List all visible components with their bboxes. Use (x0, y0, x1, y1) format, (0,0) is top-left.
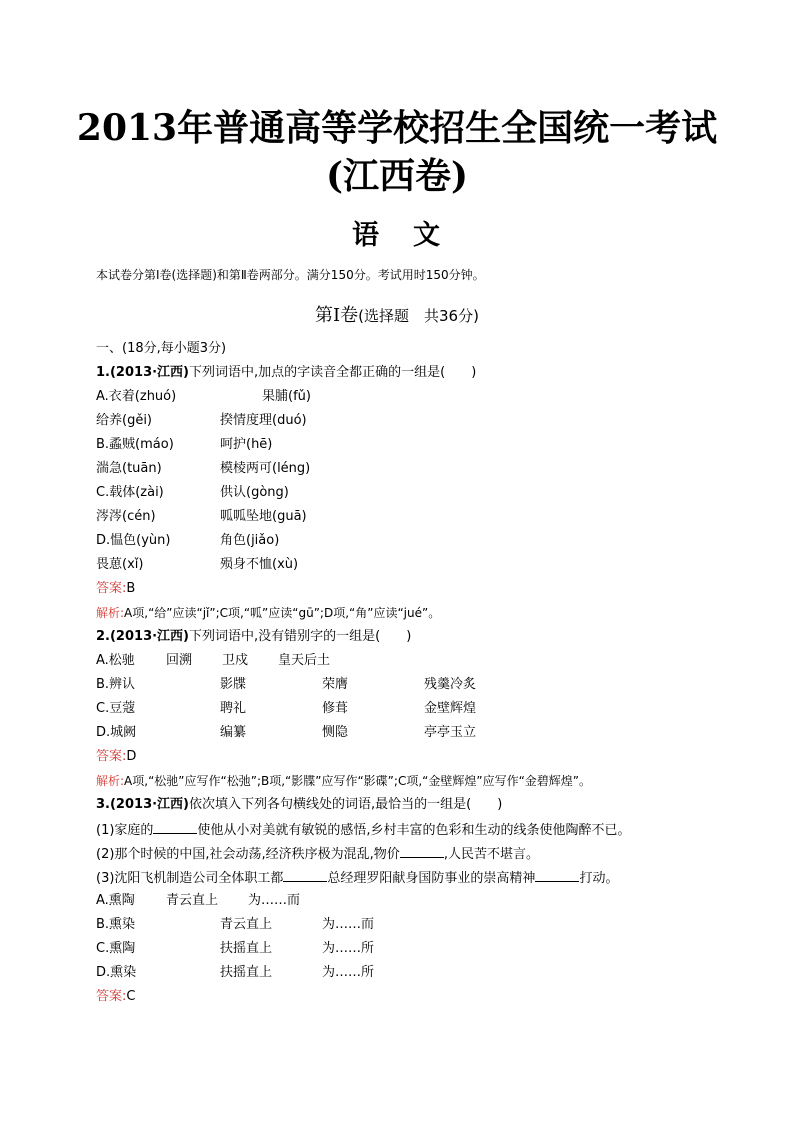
answer-label: 答案: (96, 989, 127, 1004)
q2-option-b-2: 影牒 (220, 677, 247, 692)
section-title: 第Ⅰ卷 (315, 305, 359, 326)
section-subtitle: (选择题 共36分) (358, 307, 479, 325)
q1-option-c-2: 供认(gòng) (220, 485, 289, 500)
q1-option-a-4: 揆情度理(duó) (220, 413, 307, 428)
question-source: .(2013·江西) (105, 797, 189, 812)
q1-option-d-2: 角色(jiǎo) (220, 533, 280, 548)
answer-label: 答案: (96, 581, 127, 596)
fill-blank (400, 844, 444, 858)
q2-option-c-4: 金壁辉煌 (424, 701, 477, 716)
sentence-text: (3)沈阳飞机制造公司全体职工都 (96, 871, 284, 886)
q1-option-b-1: B.蟊贼(máo) (96, 437, 174, 452)
q1-explanation (96, 604, 440, 622)
sentence-text: (1)家庭的 (96, 823, 154, 838)
fill-blank (283, 868, 327, 882)
q3-sentence-1 (96, 820, 631, 840)
q2-option-a-4: 皇天后土 (278, 653, 331, 668)
q2-explanation (96, 772, 591, 790)
answer-value: B (126, 581, 136, 596)
q1-option-b-4: 模棱两可(léng) (220, 461, 311, 476)
exam-subtitle: (江西卷) (325, 155, 469, 197)
sentence-text: ,人民苦不堪言。 (443, 847, 539, 862)
q1-option-c-4: 呱呱坠地(guā) (220, 509, 307, 524)
question-1-stem (96, 364, 476, 382)
question-text: 依次填入下列各句横线处的词语,最恰当的一组是( ) (189, 797, 503, 812)
q2-option-b-1: B.辨认 (96, 677, 136, 692)
question-3-stem (96, 796, 502, 814)
q3-option-b-2: 青云直上 (220, 917, 273, 932)
question-source: .(2013·江西) (105, 365, 189, 380)
explanation-label: 解析: (96, 774, 125, 788)
fill-blank (535, 868, 579, 882)
q2-option-d-3: 恻隐 (322, 725, 349, 740)
q3-sentence-2 (96, 844, 539, 864)
q2-option-b-3: 荣膺 (322, 677, 349, 692)
q2-option-d-1: D.城阙 (96, 725, 137, 740)
q3-option-a-2: 青云直上 (166, 893, 219, 908)
subject-heading (0, 213, 794, 252)
question-source: .(2013·江西) (105, 629, 189, 644)
section-heading (0, 301, 794, 327)
explanation-label: 解析: (96, 606, 125, 620)
question-text: 下列词语中,没有错别字的一组是( ) (189, 629, 412, 644)
q1-option-d-1: D.愠色(yùn) (96, 533, 171, 548)
q1-option-b-2: 呵护(hē) (220, 437, 273, 452)
exam-note: 本试卷分第Ⅰ卷(选择题)和第Ⅱ卷两部分。满分150分。考试用时150分钟。 (96, 268, 485, 282)
q2-option-a-3: 卫戍 (222, 653, 249, 668)
part-header: 一、(18分,每小题3分) (96, 341, 227, 356)
question-number: 3 (96, 797, 106, 812)
answer-value: D (126, 749, 137, 764)
explanation-text: A项,“给”应读“jǐ”;C项,“呱”应读“gū”;D项,“角”应读“jué”。 (124, 606, 441, 620)
q2-option-c-1: C.豆蔻 (96, 701, 136, 716)
q2-answer (96, 748, 136, 766)
q1-option-c-3: 涔涔(cén) (96, 509, 156, 524)
question-number: 2 (96, 629, 106, 644)
fill-blank (153, 820, 197, 834)
q2-option-c-3: 修葺 (322, 701, 349, 716)
question-text: 下列词语中,加点的字读音全都正确的一组是( ) (189, 365, 477, 380)
question-number: 1 (96, 365, 106, 380)
question-2-stem (96, 628, 411, 646)
sentence-text: (2)那个时候的中国,社会动荡,经济秩序极为混乱,物价 (96, 847, 400, 862)
sentence-text: 打动。 (579, 871, 619, 886)
exam-title: 2013年普通高等学校招生全国统一考试 (76, 107, 718, 149)
q3-option-b-1: B.熏染 (96, 917, 136, 932)
explanation-text: A项,“松驰”应写作“松弛”;B项,“影牒”应写作“影碟”;C项,“金壁辉煌”应写作“金碧辉煌”。 (124, 774, 592, 788)
q1-option-a-3: 给养(gěi) (96, 413, 153, 428)
answer-label: 答案: (96, 749, 127, 764)
q2-option-d-4: 亭亭玉立 (424, 725, 477, 740)
q3-option-c-3: 为……所 (322, 941, 375, 956)
sentence-text: 总经理罗阳献身国防事业的崇高精神 (327, 871, 536, 886)
q3-option-c-2: 扶摇直上 (220, 941, 273, 956)
q1-option-a-2: 果脯(fǔ) (262, 389, 311, 404)
q1-option-a-1: A.衣着(zhuó) (96, 389, 177, 404)
q1-option-b-3: 湍急(tuān) (96, 461, 162, 476)
answer-value: C (126, 989, 136, 1004)
sentence-text: 使他从小对美就有敏锐的感悟,乡村丰富的色彩和生动的线条使他陶醉不已。 (197, 823, 631, 838)
q2-option-b-4: 残羹冷炙 (424, 677, 477, 692)
q2-option-c-2: 聘礼 (220, 701, 247, 716)
subject-char-2: 文 (413, 220, 442, 251)
q3-option-c-1: C.熏陶 (96, 941, 136, 956)
q2-option-a-1: A.松驰 (96, 653, 135, 668)
q2-option-a-2: 回溯 (166, 653, 193, 668)
q1-option-c-1: C.载体(zài) (96, 485, 164, 500)
q3-option-d-1: D.熏染 (96, 965, 137, 980)
q3-sentence-3 (96, 868, 618, 888)
q2-option-d-2: 编纂 (220, 725, 247, 740)
q3-option-b-3: 为……而 (322, 917, 375, 932)
q3-answer (96, 988, 135, 1006)
q3-option-d-3: 为……所 (322, 965, 375, 980)
q1-option-d-3: 畏葸(xǐ) (96, 557, 144, 572)
q3-option-d-2: 扶摇直上 (220, 965, 273, 980)
q1-answer (96, 580, 135, 598)
subject-char-1: 语 (352, 220, 381, 251)
q3-option-a-1: A.熏陶 (96, 893, 135, 908)
q3-option-a-3: 为……而 (248, 893, 301, 908)
q1-option-d-4: 殒身不恤(xù) (220, 557, 299, 572)
